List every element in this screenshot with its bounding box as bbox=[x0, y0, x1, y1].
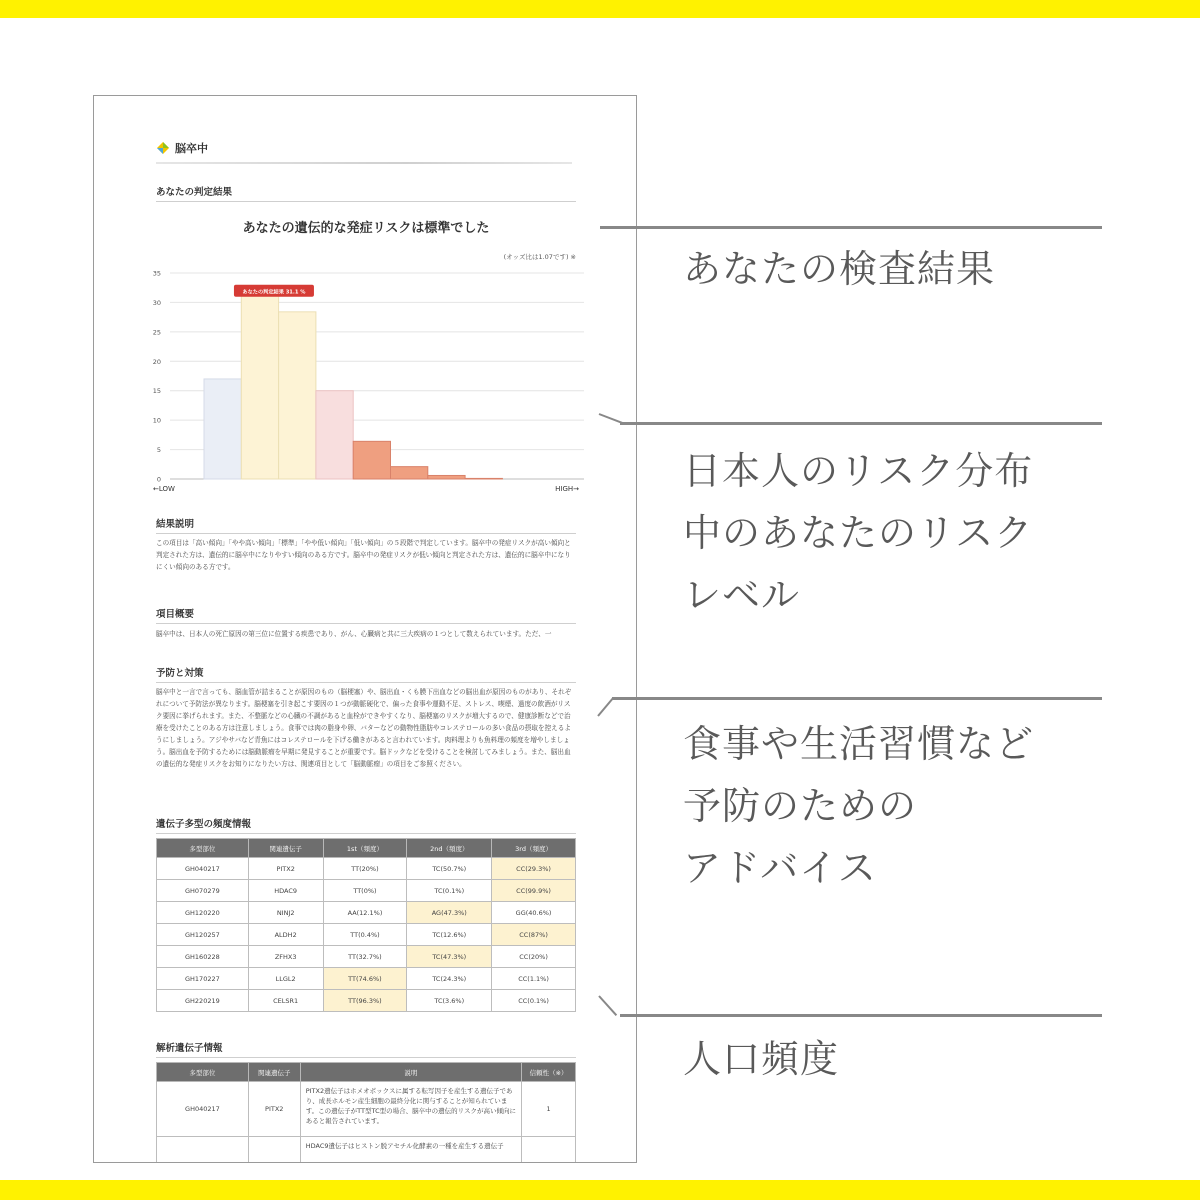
freq-cell-third: CC(0.1%) bbox=[492, 990, 576, 1012]
freq-cell-third: CC(29.3%) bbox=[492, 858, 576, 880]
chart-bar bbox=[465, 478, 502, 479]
gene-cell-reliability: 1 bbox=[522, 1082, 576, 1137]
freq-cell-gene: LLGL2 bbox=[248, 968, 323, 990]
y-tick-label: 20 bbox=[152, 357, 161, 366]
freq-cell-site: GH120220 bbox=[157, 902, 249, 924]
chart-bar bbox=[428, 475, 465, 479]
y-tick-label: 10 bbox=[152, 416, 161, 425]
chart-bar bbox=[241, 295, 278, 479]
report-sheet bbox=[93, 95, 637, 1163]
freq-cell-second: TC(0.1%) bbox=[407, 880, 492, 902]
chart-bar bbox=[279, 312, 316, 479]
table-row bbox=[157, 902, 576, 924]
table-row bbox=[157, 858, 576, 880]
freq-cell-site: GH220219 bbox=[157, 990, 249, 1012]
callout-line-advice bbox=[612, 697, 1102, 700]
report-title-text: 脳卒中 bbox=[175, 142, 208, 155]
genes-section-heading: 解析遺伝子情報 bbox=[156, 1040, 576, 1058]
top-yellow-band bbox=[0, 0, 1200, 18]
freq-cell-third: GG(40.6%) bbox=[492, 902, 576, 924]
report-title bbox=[156, 140, 208, 156]
freq-cell-third: CC(99.9%) bbox=[492, 880, 576, 902]
freq-header-second: 2nd（頻度） bbox=[407, 839, 492, 858]
freq-cell-gene: ALDH2 bbox=[248, 924, 323, 946]
y-tick-label: 30 bbox=[152, 298, 161, 307]
freq-cell-first: TT(20%) bbox=[323, 858, 407, 880]
callout-line-result bbox=[600, 226, 1102, 229]
freq-cell-first: TT(96.3%) bbox=[323, 990, 407, 1012]
prevention-section-heading: 予防と対策 bbox=[156, 665, 576, 683]
freq-cell-second: TC(3.6%) bbox=[407, 990, 492, 1012]
frequency-table-header bbox=[157, 839, 576, 858]
freq-cell-gene: PITX2 bbox=[248, 858, 323, 880]
table-row bbox=[157, 880, 576, 902]
freq-cell-third: CC(87%) bbox=[492, 924, 576, 946]
callout-line-frequency bbox=[620, 1014, 1102, 1017]
callout-advice-text: 食事や生活習慣など 予防のための アドバイス bbox=[683, 722, 1035, 890]
freq-cell-first: TT(74.6%) bbox=[323, 968, 407, 990]
freq-cell-second: TC(12.6%) bbox=[407, 924, 492, 946]
y-tick-label: 0 bbox=[156, 475, 161, 484]
gene-header-gene: 関連遺伝子 bbox=[248, 1063, 300, 1082]
freq-cell-second: TC(47.3%) bbox=[407, 946, 492, 968]
chart-bar bbox=[353, 441, 390, 479]
freq-cell-site: GH170227 bbox=[157, 968, 249, 990]
freq-cell-second: TC(50.7%) bbox=[407, 858, 492, 880]
gene-header-desc: 説明 bbox=[300, 1063, 521, 1082]
callout-frequency-text: 人口頻度 bbox=[683, 1037, 840, 1081]
freq-cell-first: TT(32.7%) bbox=[323, 946, 407, 968]
callout-line-distribution bbox=[620, 422, 1102, 425]
frequency-table bbox=[156, 838, 576, 1012]
table-row bbox=[157, 968, 576, 990]
y-tick-label: 5 bbox=[156, 446, 161, 455]
freq-cell-gene: CELSR1 bbox=[248, 990, 323, 1012]
odds-note: (オッズ比は1.07です) ※ bbox=[503, 253, 576, 261]
gene-cell-site: GH040217 bbox=[157, 1082, 249, 1137]
gene-header-reliability: 信頼性（※） bbox=[522, 1063, 576, 1082]
freq-cell-first: TT(0.4%) bbox=[323, 924, 407, 946]
gene-cell-site bbox=[157, 1137, 249, 1164]
freq-cell-second: AG(47.3%) bbox=[407, 902, 492, 924]
callout-result-text: あなたの検査結果 bbox=[683, 247, 996, 291]
freq-cell-site: GH040217 bbox=[157, 858, 249, 880]
freq-header-gene: 関連遺伝子 bbox=[248, 839, 323, 858]
y-tick-label: 25 bbox=[152, 328, 161, 337]
table-row bbox=[157, 1137, 576, 1164]
freq-cell-gene: ZFHX3 bbox=[248, 946, 323, 968]
freq-cell-third: CC(20%) bbox=[492, 946, 576, 968]
freq-cell-gene: NINJ2 bbox=[248, 902, 323, 924]
result-headline: あなたの遺伝的な発症リスクは標準でした bbox=[242, 221, 490, 236]
x-label-high: HIGH→ bbox=[555, 485, 579, 493]
gene-cell-desc: HDAC9遺伝子はヒストン脱アセチル化酵素の一種を産生する遺伝子 bbox=[300, 1137, 521, 1164]
table-row bbox=[157, 946, 576, 968]
freq-cell-first: AA(12.1%) bbox=[323, 902, 407, 924]
freq-cell-third: CC(1.1%) bbox=[492, 968, 576, 990]
freq-cell-gene: HDAC9 bbox=[248, 880, 323, 902]
freq-header-site: 多型部位 bbox=[157, 839, 249, 858]
chart-bar bbox=[204, 379, 241, 479]
gene-cell-reliability bbox=[522, 1137, 576, 1164]
result-section-heading: あなたの判定結果 bbox=[156, 184, 576, 202]
prevention-text: 脳卒中と一言で言っても、脳血管が詰まることが原因のもの（脳梗塞）や、脳出血・くも膜下出血などの脳出血が原因のものがあり、それぞれについて予防法が異なります。脳梗塞を引き起こす要因の１つが動脈硬化で、偏った食事や運動不足、ストレス、喫煙、過度の飲酒がリスク要因に挙げられます。また、不整脈などの心臓の不調があると血栓ができやすくなり、脳梗塞のリスクが増大するので、健康診断などで治療を受けたことのある方は注意しましょう。食事では肉の脂身や卵、バターなどの動物性脂肪やコレステロールの多い食品の摂取を控えるようにしましょう。アジやサバなど青魚にはコレステロールを下げる働きがあると言われています。肉料理よりも魚料理の頻度を増やしましょう。脳出血を予防するためには脳動脈瘤を早期に発見することが重要です。脳ドックなどを受けることを検討してみましょう。また、脳出血の遺伝的な発症リスクをお知りになりたい方は、関連項目として「脳動脈瘤」の項目をご参照ください。 bbox=[156, 688, 572, 768]
gene-table-header bbox=[157, 1063, 576, 1082]
y-tick-label: 15 bbox=[152, 387, 161, 396]
freq-cell-second: TC(24.3%) bbox=[407, 968, 492, 990]
explanation-text: この項目は「高い傾向」「やや高い傾向」「標準」「やや低い傾向」「低い傾向」の５段階で判定しています。脳卒中の発症リスクが高い傾向と判定された方は、遺伝的に脳卒中になりやすい傾向のある方です。脳卒中の発症リスクが低い傾向と判定された方は、遺伝的に脳卒中になりにくい傾向のある方です。 bbox=[156, 539, 571, 571]
diamond-icon bbox=[156, 141, 170, 155]
chart-bar bbox=[391, 467, 428, 479]
overview-section-heading: 項目概要 bbox=[156, 606, 576, 624]
gene-cell-desc: PITX2遺伝子はホメオボックスに属する転写因子を産生する遺伝子であり、成長ホルモン産生細胞の最終分化に関与することが知られています。この遺伝子がTT型TC型の場合、脳卒中の遺伝的リスクが高い傾向にあると報告されています。 bbox=[300, 1082, 521, 1137]
gene-cell-gene: PITX2 bbox=[248, 1082, 300, 1137]
table-row bbox=[157, 990, 576, 1012]
explanation-section-heading: 結果説明 bbox=[156, 516, 576, 534]
bottom-yellow-band bbox=[0, 1180, 1200, 1200]
title-divider bbox=[156, 162, 572, 164]
chart-bar bbox=[316, 391, 353, 479]
result-marker-label: あなたの判定結果 31.1 % bbox=[242, 289, 306, 296]
freq-cell-site: GH160228 bbox=[157, 946, 249, 968]
freq-cell-site: GH070279 bbox=[157, 880, 249, 902]
overview-text: 脳卒中は、日本人の死亡原因の第三位に位置する疾患であり、がん、心臓病と共に三大疾病の１つとして数えられています。ただ、一 bbox=[156, 630, 552, 638]
risk-chart-svg bbox=[152, 266, 586, 496]
callout-distribution-text: 日本人のリスク分布 中のあなたのリスク レベル bbox=[683, 449, 1034, 617]
table-row bbox=[157, 1082, 576, 1137]
gene-info-table bbox=[156, 1062, 576, 1163]
freq-section-heading: 遺伝子多型の頻度情報 bbox=[156, 816, 576, 834]
freq-header-third: 3rd（頻度） bbox=[492, 839, 576, 858]
freq-cell-first: TT(0%) bbox=[323, 880, 407, 902]
gene-cell-gene bbox=[248, 1137, 300, 1164]
table-row bbox=[157, 924, 576, 946]
y-tick-label: 35 bbox=[152, 269, 161, 278]
freq-cell-site: GH120257 bbox=[157, 924, 249, 946]
gene-header-site: 多型部位 bbox=[157, 1063, 249, 1082]
x-label-low: ←LOW bbox=[153, 485, 175, 493]
risk-distribution-chart bbox=[152, 266, 586, 496]
freq-header-first: 1st（頻度） bbox=[323, 839, 407, 858]
